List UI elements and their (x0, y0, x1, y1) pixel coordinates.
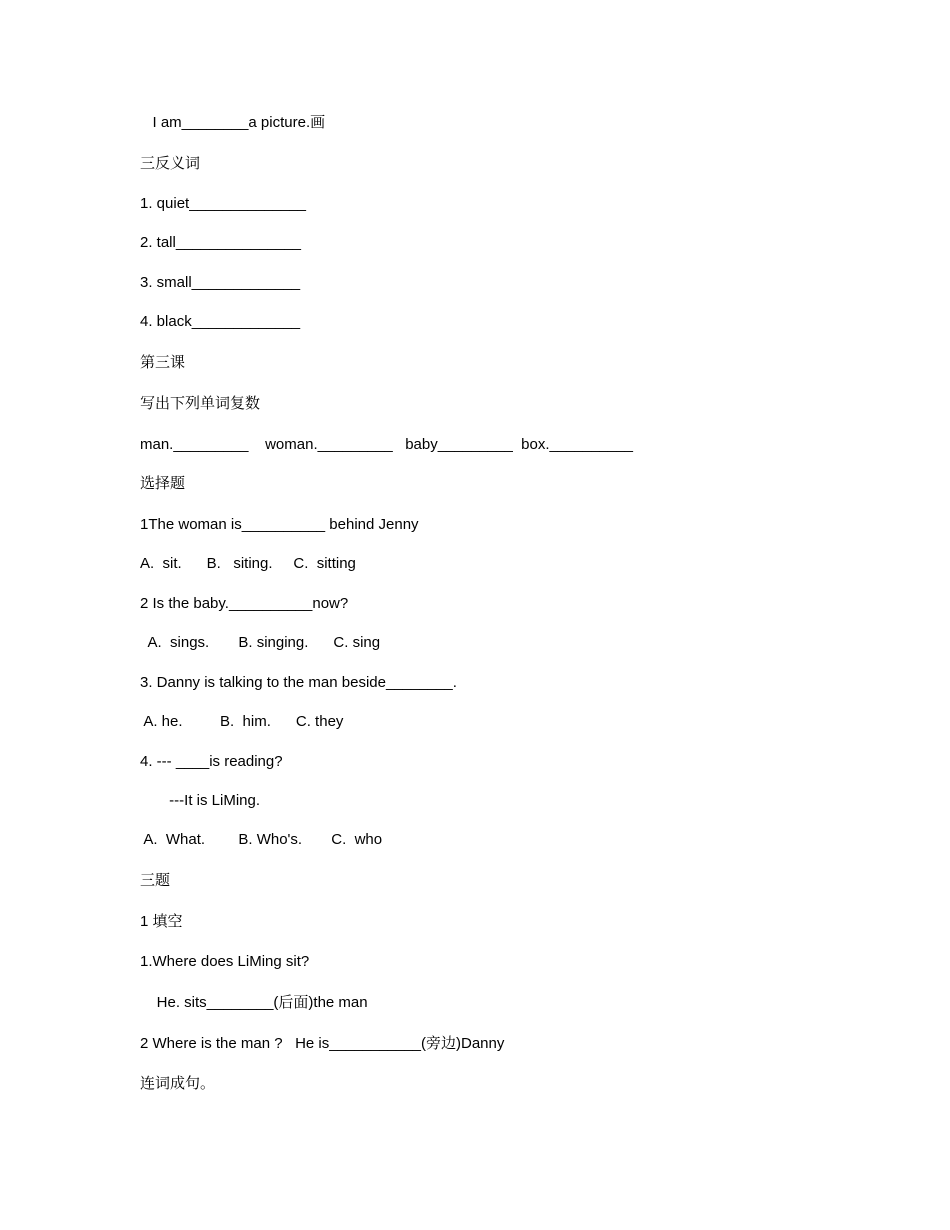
antonym-item-2: 2. tall_______________ (140, 234, 301, 251)
subsection-fill-in: 1 填空 (140, 913, 183, 930)
question-4-answer-line: ---It is LiMing. (140, 792, 261, 809)
antonym-item-3: 3. small_____________ (140, 274, 301, 291)
fill-blank-draw-picture: I am________a picture.画 (140, 114, 326, 131)
lesson-heading: 第三课 (140, 354, 186, 371)
fill-in-question-2: 2 Where is the man ? He is___________(旁边)Danny (140, 1035, 505, 1052)
section-heading-antonyms: 三反义词 (140, 155, 201, 172)
section-heading-plurals: 写出下列单词复数 (140, 395, 261, 412)
question-3-options: A. he. B. him. C. they (140, 713, 344, 730)
question-1: 1The woman is__________ behind Jenny (140, 516, 419, 533)
antonym-item-1: 1. quiet______________ (140, 195, 306, 212)
question-4-options: A. What. B. Who's. C. who (140, 831, 383, 848)
question-3: 3. Danny is talking to the man beside________. (140, 674, 457, 691)
section-heading-part-three: 三题 (140, 872, 171, 889)
antonym-item-4: 4. black_____________ (140, 313, 301, 330)
plural-words-row: man._________ woman._________ baby_________ box.__________ (140, 436, 633, 453)
fill-in-question-1: 1.Where does LiMing sit? (140, 953, 310, 970)
question-2: 2 Is the baby.__________now? (140, 595, 349, 612)
fill-in-answer-1: He. sits________(后面)the man (140, 994, 368, 1011)
question-1-options: A. sit. B. siting. C. sitting (140, 555, 356, 572)
question-2-options: A. sings. B. singing. C. sing (140, 634, 381, 651)
section-heading-sentence-building: 连词成句。 (140, 1075, 216, 1092)
section-heading-multiple-choice: 选择题 (140, 475, 186, 492)
question-4: 4. --- ____is reading? (140, 753, 283, 770)
